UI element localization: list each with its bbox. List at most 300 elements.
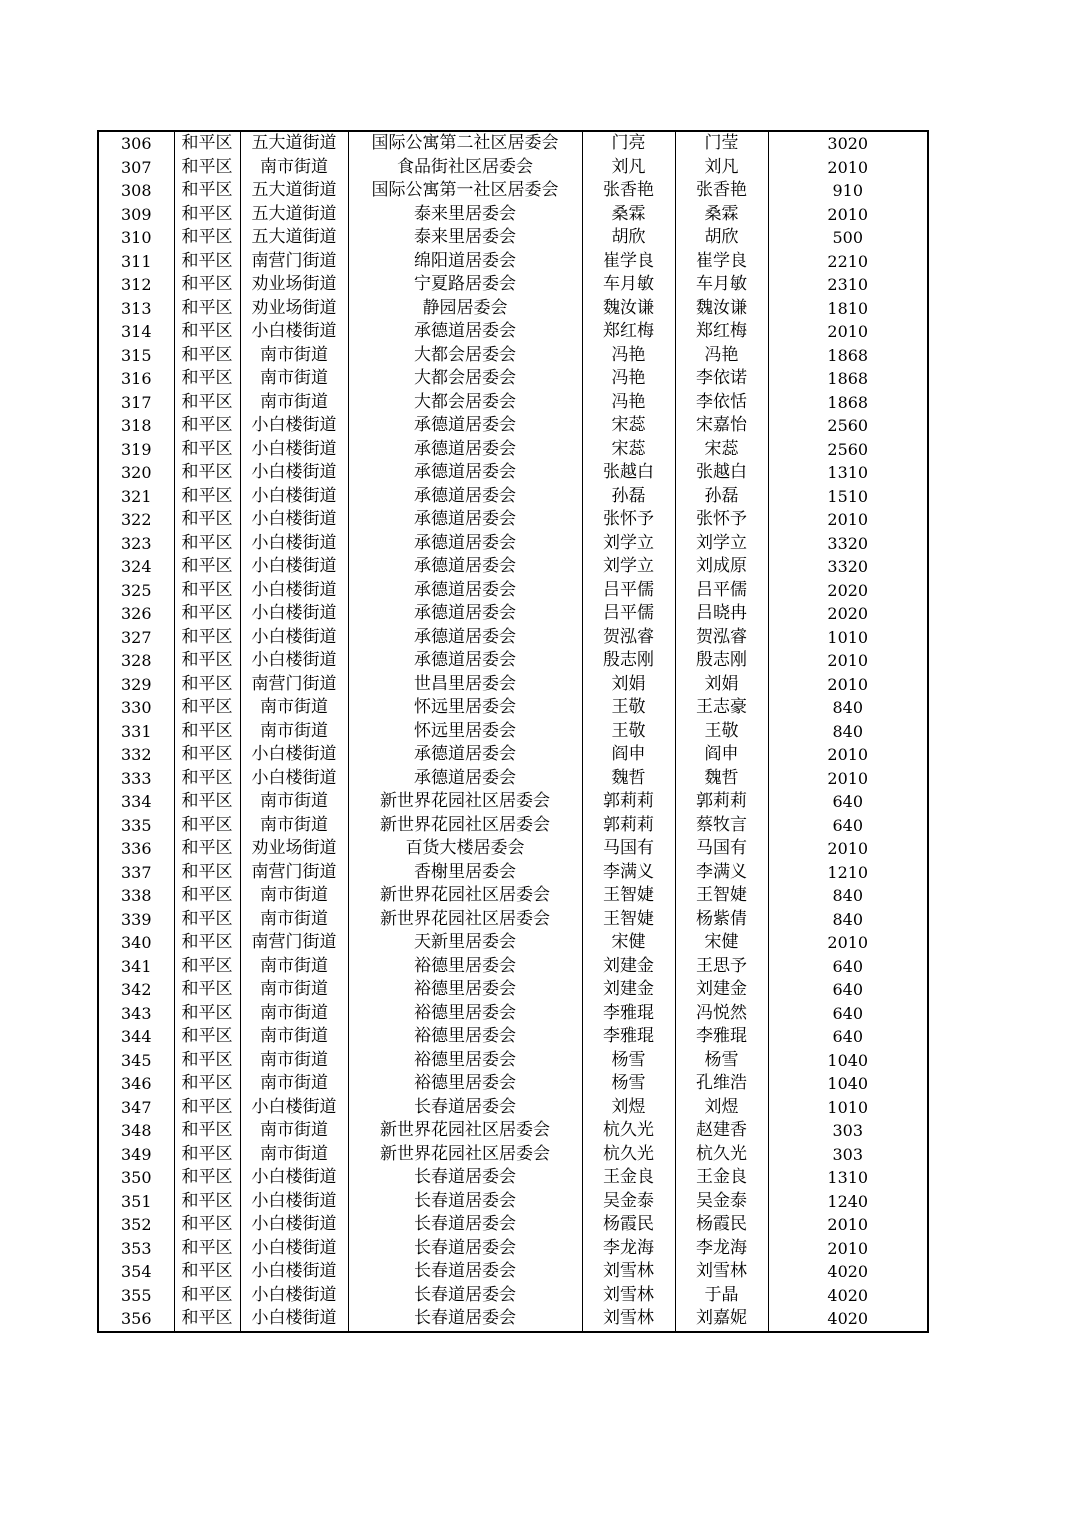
applicant-cell: 宋蕊 <box>582 438 675 462</box>
member-cell: 胡欣 <box>675 226 768 250</box>
committee-cell: 承德道居委会 <box>348 414 582 438</box>
amount-cell: 1810 <box>768 297 928 321</box>
amount-cell: 2010 <box>768 673 928 697</box>
row-index-cell: 351 <box>98 1190 174 1214</box>
committee-cell: 天新里居委会 <box>348 931 582 955</box>
subdistrict-cell: 劝业场街道 <box>240 273 348 297</box>
district-cell: 和平区 <box>174 767 240 791</box>
member-cell: 阎申 <box>675 743 768 767</box>
committee-cell: 承德道居委会 <box>348 508 582 532</box>
district-cell: 和平区 <box>174 579 240 603</box>
committee-cell: 新世界花园社区居委会 <box>348 1119 582 1143</box>
district-cell: 和平区 <box>174 1237 240 1261</box>
district-cell: 和平区 <box>174 814 240 838</box>
table-row <box>98 602 928 626</box>
member-cell: 吕晓冉 <box>675 602 768 626</box>
subdistrict-cell: 小白楼街道 <box>240 1166 348 1190</box>
committee-cell: 泰来里居委会 <box>348 203 582 227</box>
row-index-cell: 335 <box>98 814 174 838</box>
amount-cell: 2210 <box>768 250 928 274</box>
row-index-cell: 346 <box>98 1072 174 1096</box>
member-cell: 贺泓睿 <box>675 626 768 650</box>
district-cell: 和平区 <box>174 297 240 321</box>
table-row <box>98 1213 928 1237</box>
member-cell: 马国有 <box>675 837 768 861</box>
member-cell: 张怀予 <box>675 508 768 532</box>
applicant-cell: 李雅琨 <box>582 1002 675 1026</box>
table-row <box>98 931 928 955</box>
amount-cell: 640 <box>768 814 928 838</box>
amount-cell: 2010 <box>768 320 928 344</box>
member-cell: 崔学良 <box>675 250 768 274</box>
table-row <box>98 1190 928 1214</box>
row-index-cell: 318 <box>98 414 174 438</box>
committee-cell: 新世界花园社区居委会 <box>348 884 582 908</box>
subdistrict-cell: 南市街道 <box>240 391 348 415</box>
amount-cell: 640 <box>768 978 928 1002</box>
member-cell: 李雅琨 <box>675 1025 768 1049</box>
row-index-cell: 321 <box>98 485 174 509</box>
table-row <box>98 814 928 838</box>
member-cell: 宋健 <box>675 931 768 955</box>
row-index-cell: 320 <box>98 461 174 485</box>
subdistrict-cell: 南市街道 <box>240 790 348 814</box>
table-row <box>98 1002 928 1026</box>
member-cell: 王志豪 <box>675 696 768 720</box>
subdistrict-cell: 小白楼街道 <box>240 461 348 485</box>
subdistrict-cell: 小白楼街道 <box>240 320 348 344</box>
committee-cell: 大都会居委会 <box>348 367 582 391</box>
subdistrict-cell: 小白楼街道 <box>240 438 348 462</box>
applicant-cell: 崔学良 <box>582 250 675 274</box>
applicant-cell: 魏汝谦 <box>582 297 675 321</box>
table-row <box>98 861 928 885</box>
row-index-cell: 311 <box>98 250 174 274</box>
member-cell: 杨霞民 <box>675 1213 768 1237</box>
member-cell: 杨雪 <box>675 1049 768 1073</box>
table-row <box>98 391 928 415</box>
district-cell: 和平区 <box>174 532 240 556</box>
row-index-cell: 343 <box>98 1002 174 1026</box>
committee-cell: 长春道居委会 <box>348 1237 582 1261</box>
row-index-cell: 326 <box>98 602 174 626</box>
member-cell: 吴金泰 <box>675 1190 768 1214</box>
committee-cell: 承德道居委会 <box>348 649 582 673</box>
district-cell: 和平区 <box>174 391 240 415</box>
amount-cell: 1868 <box>768 344 928 368</box>
district-cell: 和平区 <box>174 1260 240 1284</box>
subdistrict-cell: 小白楼街道 <box>240 767 348 791</box>
row-index-cell: 352 <box>98 1213 174 1237</box>
applicant-cell: 刘学立 <box>582 532 675 556</box>
row-index-cell: 338 <box>98 884 174 908</box>
subdistrict-cell: 南市街道 <box>240 978 348 1002</box>
applicant-cell: 张怀予 <box>582 508 675 532</box>
member-cell: 孙磊 <box>675 485 768 509</box>
amount-cell: 303 <box>768 1119 928 1143</box>
member-cell: 刘建金 <box>675 978 768 1002</box>
subdistrict-cell: 小白楼街道 <box>240 532 348 556</box>
amount-cell: 1868 <box>768 391 928 415</box>
district-cell: 和平区 <box>174 743 240 767</box>
subdistrict-cell: 小白楼街道 <box>240 1260 348 1284</box>
subdistrict-cell: 五大道街道 <box>240 131 348 156</box>
amount-cell: 1310 <box>768 461 928 485</box>
applicant-cell: 冯艳 <box>582 344 675 368</box>
applicant-cell: 车月敏 <box>582 273 675 297</box>
committee-cell: 新世界花园社区居委会 <box>348 814 582 838</box>
row-index-cell: 353 <box>98 1237 174 1261</box>
table-row <box>98 485 928 509</box>
committee-cell: 绵阳道居委会 <box>348 250 582 274</box>
subdistrict-cell: 小白楼街道 <box>240 602 348 626</box>
row-index-cell: 332 <box>98 743 174 767</box>
amount-cell: 4020 <box>768 1260 928 1284</box>
district-cell: 和平区 <box>174 720 240 744</box>
district-cell: 和平区 <box>174 485 240 509</box>
committee-cell: 裕德里居委会 <box>348 978 582 1002</box>
row-index-cell: 337 <box>98 861 174 885</box>
applicant-cell: 孙磊 <box>582 485 675 509</box>
table-row <box>98 1237 928 1261</box>
committee-cell: 承德道居委会 <box>348 579 582 603</box>
row-index-cell: 336 <box>98 837 174 861</box>
subdistrict-cell: 小白楼街道 <box>240 1190 348 1214</box>
table-row <box>98 579 928 603</box>
amount-cell: 1010 <box>768 1096 928 1120</box>
applicant-cell: 宋蕊 <box>582 414 675 438</box>
subdistrict-cell: 五大道街道 <box>240 203 348 227</box>
table-row <box>98 320 928 344</box>
district-cell: 和平区 <box>174 344 240 368</box>
committee-cell: 国际公寓第一社区居委会 <box>348 179 582 203</box>
amount-cell: 640 <box>768 1002 928 1026</box>
row-index-cell: 310 <box>98 226 174 250</box>
committee-cell: 长春道居委会 <box>348 1260 582 1284</box>
subdistrict-cell: 小白楼街道 <box>240 743 348 767</box>
applicant-cell: 吕平儒 <box>582 602 675 626</box>
member-cell: 吕平儒 <box>675 579 768 603</box>
committee-cell: 大都会居委会 <box>348 344 582 368</box>
district-cell: 和平区 <box>174 1307 240 1332</box>
member-cell: 张香艳 <box>675 179 768 203</box>
member-cell: 李满义 <box>675 861 768 885</box>
subdistrict-cell: 南市街道 <box>240 720 348 744</box>
district-cell: 和平区 <box>174 320 240 344</box>
table-row <box>98 250 928 274</box>
district-cell: 和平区 <box>174 626 240 650</box>
subdistrict-cell: 小白楼街道 <box>240 579 348 603</box>
district-cell: 和平区 <box>174 673 240 697</box>
committee-cell: 长春道居委会 <box>348 1166 582 1190</box>
table-row <box>98 837 928 861</box>
subdistrict-cell: 小白楼街道 <box>240 626 348 650</box>
district-cell: 和平区 <box>174 1119 240 1143</box>
district-cell: 和平区 <box>174 367 240 391</box>
table-row <box>98 649 928 673</box>
district-cell: 和平区 <box>174 837 240 861</box>
district-cell: 和平区 <box>174 931 240 955</box>
row-index-cell: 322 <box>98 508 174 532</box>
amount-cell: 4020 <box>768 1307 928 1332</box>
applicant-cell: 吴金泰 <box>582 1190 675 1214</box>
applicant-cell: 宋健 <box>582 931 675 955</box>
amount-cell: 4020 <box>768 1284 928 1308</box>
subdistrict-cell: 南营门街道 <box>240 673 348 697</box>
row-index-cell: 309 <box>98 203 174 227</box>
table-body <box>98 131 928 1332</box>
member-cell: 王敬 <box>675 720 768 744</box>
amount-cell: 640 <box>768 1025 928 1049</box>
member-cell: 刘成原 <box>675 555 768 579</box>
district-cell: 和平区 <box>174 602 240 626</box>
table-row <box>98 297 928 321</box>
district-cell: 和平区 <box>174 1190 240 1214</box>
applicant-cell: 刘雪林 <box>582 1307 675 1332</box>
table-row <box>98 1166 928 1190</box>
applicant-cell: 吕平儒 <box>582 579 675 603</box>
applicant-cell: 刘凡 <box>582 156 675 180</box>
table-row <box>98 1284 928 1308</box>
table-row <box>98 156 928 180</box>
row-index-cell: 328 <box>98 649 174 673</box>
subdistrict-cell: 南市街道 <box>240 1119 348 1143</box>
applicant-cell: 冯艳 <box>582 367 675 391</box>
table-row <box>98 1260 928 1284</box>
amount-cell: 840 <box>768 884 928 908</box>
row-index-cell: 319 <box>98 438 174 462</box>
table-row <box>98 767 928 791</box>
committee-cell: 长春道居委会 <box>348 1190 582 1214</box>
applicant-cell: 杭久光 <box>582 1119 675 1143</box>
table-row <box>98 1072 928 1096</box>
subdistrict-cell: 小白楼街道 <box>240 1237 348 1261</box>
applicant-cell: 郭莉莉 <box>582 814 675 838</box>
amount-cell: 1040 <box>768 1072 928 1096</box>
district-cell: 和平区 <box>174 696 240 720</box>
applicant-cell: 杨雪 <box>582 1049 675 1073</box>
subdistrict-cell: 小白楼街道 <box>240 485 348 509</box>
row-index-cell: 331 <box>98 720 174 744</box>
district-cell: 和平区 <box>174 1025 240 1049</box>
table-row <box>98 438 928 462</box>
committee-cell: 裕德里居委会 <box>348 1002 582 1026</box>
row-index-cell: 356 <box>98 1307 174 1332</box>
applicant-cell: 郑红梅 <box>582 320 675 344</box>
committee-cell: 承德道居委会 <box>348 438 582 462</box>
committee-cell: 承德道居委会 <box>348 555 582 579</box>
subdistrict-cell: 小白楼街道 <box>240 508 348 532</box>
subdistrict-cell: 南营门街道 <box>240 931 348 955</box>
table-row <box>98 344 928 368</box>
member-cell: 李龙海 <box>675 1237 768 1261</box>
subdistrict-cell: 南市街道 <box>240 884 348 908</box>
subdistrict-cell: 南市街道 <box>240 344 348 368</box>
member-cell: 王思予 <box>675 955 768 979</box>
amount-cell: 1310 <box>768 1166 928 1190</box>
row-index-cell: 313 <box>98 297 174 321</box>
subdistrict-cell: 劝业场街道 <box>240 297 348 321</box>
member-cell: 刘娟 <box>675 673 768 697</box>
row-index-cell: 323 <box>98 532 174 556</box>
committee-cell: 新世界花园社区居委会 <box>348 1143 582 1167</box>
committee-cell: 怀远里居委会 <box>348 696 582 720</box>
amount-cell: 1040 <box>768 1049 928 1073</box>
row-index-cell: 329 <box>98 673 174 697</box>
amount-cell: 3320 <box>768 555 928 579</box>
table-row <box>98 978 928 1002</box>
district-cell: 和平区 <box>174 438 240 462</box>
district-cell: 和平区 <box>174 250 240 274</box>
amount-cell: 2560 <box>768 438 928 462</box>
member-cell: 郭莉莉 <box>675 790 768 814</box>
district-cell: 和平区 <box>174 1284 240 1308</box>
row-index-cell: 345 <box>98 1049 174 1073</box>
district-cell: 和平区 <box>174 790 240 814</box>
committee-cell: 承德道居委会 <box>348 485 582 509</box>
row-index-cell: 340 <box>98 931 174 955</box>
table-row <box>98 414 928 438</box>
subdistrict-cell: 南市街道 <box>240 156 348 180</box>
committee-cell: 世昌里居委会 <box>348 673 582 697</box>
member-cell: 门莹 <box>675 131 768 156</box>
applicant-cell: 刘学立 <box>582 555 675 579</box>
district-cell: 和平区 <box>174 273 240 297</box>
committee-cell: 食品街社区居委会 <box>348 156 582 180</box>
amount-cell: 2010 <box>768 649 928 673</box>
subdistrict-cell: 南市街道 <box>240 955 348 979</box>
amount-cell: 2010 <box>768 837 928 861</box>
table-row <box>98 884 928 908</box>
member-cell: 刘学立 <box>675 532 768 556</box>
member-cell: 王智婕 <box>675 884 768 908</box>
amount-cell: 2010 <box>768 1237 928 1261</box>
table-row <box>98 790 928 814</box>
applicant-cell: 桑霖 <box>582 203 675 227</box>
applicant-cell: 王智婕 <box>582 908 675 932</box>
table-row <box>98 743 928 767</box>
committee-cell: 裕德里居委会 <box>348 1072 582 1096</box>
row-index-cell: 350 <box>98 1166 174 1190</box>
member-cell: 于晶 <box>675 1284 768 1308</box>
district-cell: 和平区 <box>174 156 240 180</box>
amount-cell: 500 <box>768 226 928 250</box>
subdistrict-cell: 小白楼街道 <box>240 555 348 579</box>
applicant-cell: 杨雪 <box>582 1072 675 1096</box>
table-row <box>98 367 928 391</box>
committee-cell: 承德道居委会 <box>348 532 582 556</box>
table-row <box>98 673 928 697</box>
district-cell: 和平区 <box>174 226 240 250</box>
applicant-cell: 王金良 <box>582 1166 675 1190</box>
row-index-cell: 347 <box>98 1096 174 1120</box>
subdistrict-cell: 小白楼街道 <box>240 649 348 673</box>
table-row <box>98 955 928 979</box>
committee-cell: 泰来里居委会 <box>348 226 582 250</box>
member-cell: 蔡牧言 <box>675 814 768 838</box>
table-row <box>98 908 928 932</box>
amount-cell: 840 <box>768 720 928 744</box>
row-index-cell: 325 <box>98 579 174 603</box>
committee-cell: 承德道居委会 <box>348 461 582 485</box>
amount-cell: 1010 <box>768 626 928 650</box>
row-index-cell: 330 <box>98 696 174 720</box>
applicant-cell: 王智婕 <box>582 884 675 908</box>
amount-cell: 303 <box>768 1143 928 1167</box>
subdistrict-cell: 南市街道 <box>240 908 348 932</box>
applicant-cell: 李龙海 <box>582 1237 675 1261</box>
row-index-cell: 344 <box>98 1025 174 1049</box>
table-row <box>98 555 928 579</box>
district-cell: 和平区 <box>174 978 240 1002</box>
amount-cell: 2010 <box>768 743 928 767</box>
applicant-cell: 马国有 <box>582 837 675 861</box>
table-row <box>98 508 928 532</box>
district-cell: 和平区 <box>174 555 240 579</box>
row-index-cell: 317 <box>98 391 174 415</box>
district-cell: 和平区 <box>174 131 240 156</box>
member-cell: 魏哲 <box>675 767 768 791</box>
committee-cell: 静园居委会 <box>348 297 582 321</box>
committee-cell: 长春道居委会 <box>348 1284 582 1308</box>
amount-cell: 1510 <box>768 485 928 509</box>
committee-cell: 大都会居委会 <box>348 391 582 415</box>
district-cell: 和平区 <box>174 1096 240 1120</box>
table-row <box>98 696 928 720</box>
applicant-cell: 刘建金 <box>582 955 675 979</box>
row-index-cell: 349 <box>98 1143 174 1167</box>
table-row <box>98 461 928 485</box>
committee-cell: 新世界花园社区居委会 <box>348 790 582 814</box>
table-row <box>98 1049 928 1073</box>
committee-cell: 承德道居委会 <box>348 320 582 344</box>
amount-cell: 2020 <box>768 579 928 603</box>
district-cell: 和平区 <box>174 414 240 438</box>
amount-cell: 3320 <box>768 532 928 556</box>
amount-cell: 2010 <box>768 508 928 532</box>
committee-cell: 百货大楼居委会 <box>348 837 582 861</box>
data-table <box>97 130 929 1333</box>
subdistrict-cell: 南市街道 <box>240 367 348 391</box>
committee-cell: 裕德里居委会 <box>348 1025 582 1049</box>
table-row <box>98 179 928 203</box>
member-cell: 冯艳 <box>675 344 768 368</box>
applicant-cell: 杨霞民 <box>582 1213 675 1237</box>
row-index-cell: 342 <box>98 978 174 1002</box>
amount-cell: 2020 <box>768 602 928 626</box>
member-cell: 冯悦然 <box>675 1002 768 1026</box>
district-cell: 和平区 <box>174 1072 240 1096</box>
district-cell: 和平区 <box>174 884 240 908</box>
subdistrict-cell: 五大道街道 <box>240 179 348 203</box>
applicant-cell: 王敬 <box>582 720 675 744</box>
committee-cell: 裕德里居委会 <box>348 955 582 979</box>
table-row <box>98 626 928 650</box>
applicant-cell: 李雅琨 <box>582 1025 675 1049</box>
amount-cell: 2310 <box>768 273 928 297</box>
applicant-cell: 张越白 <box>582 461 675 485</box>
amount-cell: 910 <box>768 179 928 203</box>
row-index-cell: 315 <box>98 344 174 368</box>
district-cell: 和平区 <box>174 179 240 203</box>
amount-cell: 2010 <box>768 156 928 180</box>
member-cell: 杨紫倩 <box>675 908 768 932</box>
member-cell: 孔维浩 <box>675 1072 768 1096</box>
committee-cell: 宁夏路居委会 <box>348 273 582 297</box>
table-row <box>98 273 928 297</box>
amount-cell: 840 <box>768 908 928 932</box>
committee-cell: 长春道居委会 <box>348 1096 582 1120</box>
